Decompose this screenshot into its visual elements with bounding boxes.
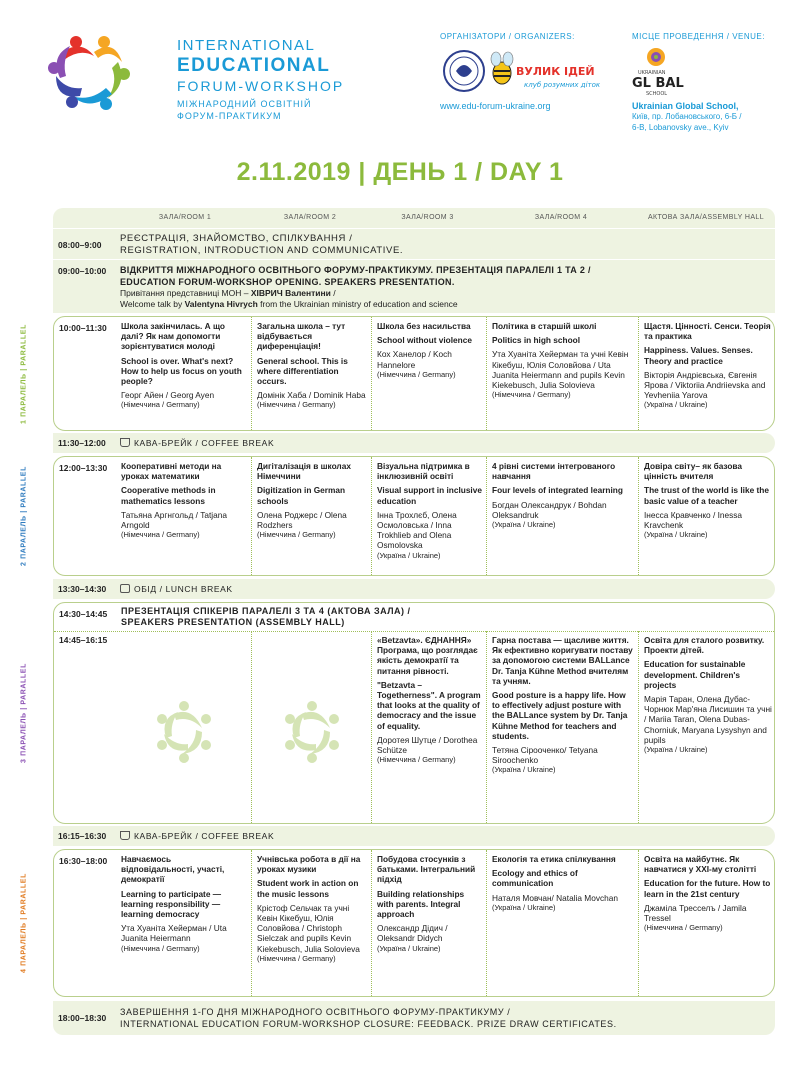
time-label: 16:30–18:00: [59, 856, 108, 866]
bee-ideas-logo: [488, 47, 612, 95]
venue-address-2: 6-B, Lobanovsky ave., Kyiv: [632, 123, 729, 132]
time-label: 14:45–16:15: [59, 635, 108, 645]
session-card: Довіра світу– як базова цінність вчителя The trust of the world is like the basic value of a teacher Інесса Кравченко / Inessa Kravchenk (Україна / Ukraine): [644, 461, 769, 540]
time-label: 16:15–16:30: [58, 831, 107, 841]
time-label: 12:00–13:30: [59, 463, 108, 473]
parallel-3-label: 3 ПАРАЛЕЛЬ | PARALLEL: [20, 663, 28, 763]
time-label: 11:30–12:00: [58, 438, 106, 448]
greet-en-post: from the Ukrainian ministry of education and science: [257, 299, 458, 309]
parallel-1-label: 1 ПАРАЛЕЛЬ | PARALLEL: [20, 323, 28, 424]
organizers: [440, 32, 610, 111]
session-card: Дигіталізація в школах Німеччини Digitization in German schools Олена Роджерс / Olena Rodzhers (Німеччина / Germany): [257, 461, 351, 540]
opening-ua: ВІДКРИТТЯ МІЖНАРОДНОГО ОСВІТНЬОГО ФОРУМУ-ПРАКТИКУМУ. ПРЕЗЕНТАЦІЯ ПАРАЛЕЛІ 1 ТА 2 /: [120, 265, 591, 275]
forum-title: [177, 36, 437, 122]
session-card: Учнівська робота в дії на уроках музики Student work in action on the music lessons Крістоф Сельчак та учні Кевін Кікебуш, Юлія Соловйова / Christoph Sielczak and pupils Kevin Kiekebusch, Julia Solovieva (Німеччина / Germany): [257, 854, 361, 963]
presentation-en: SPEAKERS PRESENTATION (ASSEMBLY HALL): [121, 617, 345, 627]
forum-logo: [44, 30, 166, 114]
svg-text:ВУЛИК ІДЕЙ: ВУЛИК ІДЕЙ: [516, 65, 595, 78]
parallel-3-block: [20, 602, 775, 824]
session-card: Візуальна підтримка в інклюзивній освіті Visual support in inclusive education Інна Трохлєб, Олена Осмоловська / Inna Trokhlieb and Olena Osmolovska (Україна / Ukraine): [377, 461, 482, 560]
global-school-logo: [632, 45, 702, 97]
session-card: Щастя. Цінності. Сенси. Теорія та практика Happiness. Values. Senses. Theory and practice Вікторія Андрієвська, Євгенія Ярова / Viktoriia Andriievska and Yevheniia Yarova (Україна / Ukraine): [644, 321, 771, 410]
greet-ua-name: ХІВРИЧ Валентини: [250, 288, 331, 298]
decorative-swirl-icon: [279, 699, 345, 765]
svg-text:UKRAINIAN: UKRAINIAN: [638, 70, 666, 76]
venue-name: Ukrainian Global School,: [632, 101, 739, 111]
opening-row: [53, 259, 775, 313]
registration-en: REGISTRATION, INTRODUCTION AND COMMUNICATIVE.: [120, 245, 404, 256]
session-card: Освіта на майбутнє. Як навчатися у XXI-му столітті Education for the future. How to learn in the 21st century Джаміла Тресселъ / Jamila Tressel (Німеччина / Germany): [644, 854, 771, 933]
coffee-break-row: [53, 433, 775, 453]
venue-address-1: Київ, пр. Лобановського, 6-Б /: [632, 112, 742, 121]
coffee-break-label: КАВА-БРЕЙК / COFFEE BREAK: [134, 438, 275, 448]
title-line-2: EDUCATIONAL: [177, 55, 331, 76]
greet-ua-pre: Привітання представниці МОН –: [120, 288, 251, 298]
schedule-table: [20, 208, 775, 1035]
parallel-2-block: [20, 456, 775, 576]
closure-ua: ЗАВЕРШЕННЯ 1-ГО ДНЯ МІЖНАРОДНОГО ОСВІТНЬОГО ФОРУМУ-ПРАКТИКУМУ /: [120, 1007, 511, 1017]
lunch-break-label: ОБІД / LUNCH BREAK: [134, 584, 233, 594]
svg-text:клуб розумних діток: клуб розумних діток: [524, 81, 601, 89]
session-card: Школа без насильства School without violence Кох Ханелор / Koch Hannelore (Німеччина / Germany): [377, 321, 472, 379]
greet-en-name: Valentyna Hivrych: [184, 299, 258, 309]
registration-row: [53, 228, 775, 259]
session-card: Побудова стосунків з батьками. Інтегральний підхід Building relationships with parents. Integral approach Олександр Дідич / Oleksandr Didych (Україна / Ukraine): [377, 854, 476, 953]
title-ua-line-1: МІЖНАРОДНИЙ ОСВІТНІЙ: [177, 99, 312, 109]
organizers-url[interactable]: www.edu-forum-ukraine.org: [440, 101, 551, 111]
time-label: 10:00–11:30: [59, 323, 107, 333]
time-label: 18:00–18:30: [58, 1013, 107, 1023]
time-label: 08:00–9:00: [58, 240, 102, 250]
title-ua-line-2: ФОРУМ-ПРАКТИКУМ: [177, 111, 282, 121]
session-card: Політика в старшій школі Politics in high school Ута Хуаніта Хейерман та учні Кевін Кікебуш, Юлія Соловйова / Uta Juanita Heiermann and pupils Kevin Kiekebusch, Julia Solovieva (Німеччина / Germany): [492, 321, 629, 400]
title-line-3: FORUM-WORKSHOP: [177, 78, 345, 94]
greet-ua-post: /: [330, 288, 336, 298]
parallel-1-block: [20, 316, 775, 431]
session-card: 4 рівні системи інтегрованого навчання Four levels of integrated learning Богдан Олександрук / Bohdan Oleksandruk (Україна / Ukraine): [492, 461, 623, 530]
day-title: 2.11.2019 | ДЕНЬ 1 / DAY 1: [236, 158, 564, 186]
decorative-swirl-icon: [151, 699, 217, 765]
svg-text:SCHOOL: SCHOOL: [646, 91, 668, 97]
greet-en-pre: Welcome talk by: [120, 299, 185, 309]
venue: [632, 32, 792, 133]
room-header-row: [53, 208, 775, 228]
lunch-break-row: [53, 579, 775, 599]
parallel-4-label: 4 ПАРАЛЕЛЬ | PARALLEL: [20, 873, 28, 973]
time-label: 13:30–14:30: [58, 584, 107, 594]
parallel-2-label: 2 ПАРАЛЕЛЬ | PARALLEL: [20, 466, 28, 566]
room-header: ЗАЛА/ROOM 4: [534, 214, 588, 221]
room-header: ЗАЛА/ROOM 3: [401, 214, 454, 221]
time-label: 14:30–14:45: [59, 609, 108, 619]
session-card: «Betzavta». ЄДНАННЯ» Програма, що розглядає якість демократії та питання рівності. "Betzavta – Togetherness". A program that looks at the quality of democracy and the issue of equality. Доротея Шутце / Dorothea Schütze (Німеччина / Germany): [377, 635, 481, 765]
svg-text:GL BAL: GL BAL: [632, 76, 684, 91]
time-label: 09:00–10:00: [58, 266, 107, 276]
session-card: Школа закінчилась. А що далі? Як нам допомогти зорієнтуватися молоді School is over. What's next? How to help us focus on youth people? Георг Айен / Georg Ayen (Німеччина / Germany): [121, 321, 242, 410]
room-header: АКТОВА ЗАЛА/ASSEMBLY HALL: [647, 214, 764, 221]
room-header: ЗАЛА/ROOM 1: [158, 214, 212, 221]
room-header: ЗАЛА/ROOM 2: [283, 214, 337, 221]
session-card: Освіта для сталого розвитку. Проекти дітей. Education for sustainable development. Children's projects Марія Таран, Олена Дубас-Чорнюк Мар'яна Лисишин та учні / Mariia Taran, Olena Dubas-Chorniuk, Maryana Lysyshyn and pupils (Україна / Ukraine): [644, 635, 772, 755]
presentation-ua: ПРЕЗЕНТАЦІЯ СПІКЕРІВ ПАРАЛЕЛІ 3 ТА 4 (АКТОВА ЗАЛА) /: [121, 606, 411, 616]
parallel-4-block: [20, 849, 775, 997]
session-card: Кооперативні методи на уроках математики Cooperative methods in mathematics lessons Татьяна Аргнгольд / Tatjana Arngold (Німеччина / Germany): [121, 461, 227, 540]
session-card: Загальна школа – тут відбувається диференціація! General school. This is where differentiation occurs. Домінік Хаба / Dominik Haba (Німеччина / Germany): [257, 321, 366, 410]
registration-ua: РЕЄСТРАЦІЯ, ЗНАЙОМСТВО, СПІЛКУВАННЯ /: [120, 233, 353, 244]
opening-en: EDUCATION FORUM-WORKSHOP OPENING. SPEAKERS PRESENTATION.: [120, 277, 455, 287]
closure-en: INTERNATIONAL EDUCATION FORUM-WORKSHOP CLOSURE: FEEDBACK. PRIZE DRAW CERTIFICATES.: [120, 1019, 617, 1029]
coffee-cup-icon: [120, 438, 130, 447]
coffee-cup-icon: [120, 831, 130, 840]
session-card: Гарна постава — щасливе життя. Як ефективно коригувати поставу за допомогою системи BALLance Dr. Tanja Kühne Method вчителям та учням. Good posture is a happy life. How to effectively adjust posture with the BALLance system by Dr. Tanja Kühne Method for teachers and students. Тетяна Сірооченко/ Tetyana Siroochenko (Україна / Ukraine): [492, 635, 633, 775]
title-line-1: INTERNATIONAL: [177, 37, 316, 54]
soroptimist-seal-icon: [442, 49, 486, 93]
lunch-icon: [120, 584, 130, 593]
coffee-break-label: КАВА-БРЕЙК / COFFEE BREAK: [134, 831, 275, 841]
closure-row: [53, 1001, 775, 1035]
coffee-break-row: [53, 826, 775, 846]
session-card: Екологія та етика спілкування Ecology and ethics of communication Наталя Мовчан/ Natalia Movchan (Україна / Ukraine): [492, 854, 618, 912]
organizers-label: ОРГАНІЗАТОРИ / ORGANIZERS:: [440, 32, 575, 41]
venue-label: МІСЦЕ ПРОВЕДЕННЯ / VENUE:: [632, 32, 765, 41]
session-card: Навчаємось відповідальності, участі, демократії Learning to participate — learning responsibility — learning democracy Ута Хуаніта Хейерман / Uta Juanita Heiermann (Німеччина / Germany): [121, 854, 227, 953]
